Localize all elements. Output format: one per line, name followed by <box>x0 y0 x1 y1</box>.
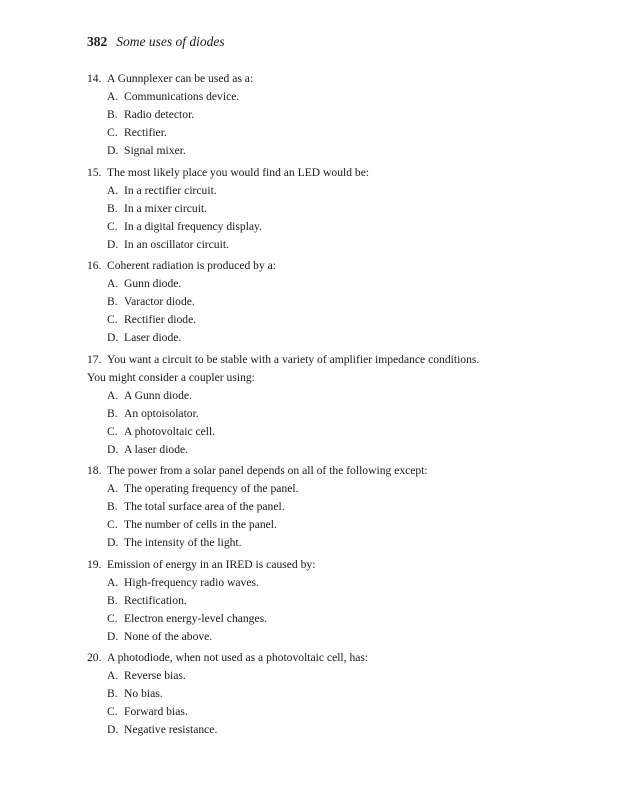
question-15 <box>87 164 487 254</box>
answer-options <box>87 88 487 160</box>
question-text: The most likely place you would find an LED would be: <box>107 165 370 179</box>
option-text: Rectification. <box>124 593 187 607</box>
answer-option <box>87 423 487 441</box>
answer-option <box>87 311 487 329</box>
question-number: 19. <box>87 557 102 571</box>
option-text: Forward bias. <box>124 705 188 718</box>
option-text: In a digital frequency display. <box>124 219 263 233</box>
answer-option <box>87 610 487 628</box>
answer-option <box>87 667 487 685</box>
question-text: Coherent radiation is produced by a: <box>107 259 277 272</box>
answer-options <box>87 387 487 459</box>
question-stem <box>87 462 487 480</box>
answer-options <box>87 574 487 646</box>
answer-option <box>87 574 487 592</box>
option-text: Radio detector. <box>124 108 195 121</box>
question-stem <box>87 649 487 667</box>
option-text: The intensity of the light. <box>124 536 242 549</box>
option-text: Electron energy-level changes. <box>124 611 268 625</box>
question-number: 14. <box>87 72 102 85</box>
option-text: In an oscillator circuit. <box>124 237 229 251</box>
option-text: A Gunn diode. <box>124 388 192 402</box>
answer-option <box>87 498 487 516</box>
option-letter: C. <box>107 313 118 326</box>
question-number: 15. <box>87 165 102 179</box>
option-letter: C. <box>107 611 118 625</box>
option-text: Negative resistance. <box>124 723 218 736</box>
option-text: In a rectifier circuit. <box>124 183 217 197</box>
question-text: A photodiode, when not used as a photovoltaic cell, has: <box>107 651 369 664</box>
option-letter: B. <box>107 108 118 121</box>
option-letter: B. <box>107 201 118 215</box>
answer-option <box>87 142 487 160</box>
answer-option <box>87 218 487 236</box>
option-letter: D. <box>107 331 119 344</box>
question-number: 16. <box>87 259 102 272</box>
option-letter: C. <box>107 126 118 139</box>
option-text: A laser diode. <box>124 442 189 456</box>
option-letter: B. <box>107 687 118 700</box>
question-20 <box>87 649 487 739</box>
option-text: The operating frequency of the panel. <box>124 482 299 495</box>
option-letter: A. <box>107 183 119 197</box>
option-text: Rectifier. <box>124 126 167 139</box>
option-letter: A. <box>107 388 119 402</box>
option-text: None of the above. <box>124 629 213 643</box>
question-stem <box>87 257 487 275</box>
answer-option <box>87 685 487 703</box>
option-letter: C. <box>107 219 118 233</box>
option-letter: D. <box>107 536 119 549</box>
option-letter: B. <box>107 500 118 513</box>
question-19 <box>87 556 487 646</box>
option-letter: C. <box>107 518 118 531</box>
question-list <box>87 70 487 743</box>
option-text: Laser diode. <box>124 331 182 344</box>
option-text: In a mixer circuit. <box>124 201 208 215</box>
question-18 <box>87 462 487 552</box>
question-stem <box>87 164 487 182</box>
answer-options <box>87 275 487 347</box>
answer-options <box>87 182 487 254</box>
option-letter: C. <box>107 424 118 438</box>
answer-options <box>87 480 487 552</box>
answer-option <box>87 405 487 423</box>
option-letter: B. <box>107 406 118 420</box>
option-text: The number of cells in the panel. <box>124 518 277 531</box>
option-text: The total surface area of the panel. <box>124 500 285 513</box>
answer-option <box>87 441 487 459</box>
running-head <box>87 34 225 50</box>
answer-option <box>87 293 487 311</box>
question-text: Emission of energy in an IRED is caused by: <box>107 557 316 571</box>
answer-option <box>87 592 487 610</box>
answer-option <box>87 124 487 142</box>
answer-option <box>87 387 487 405</box>
option-text: No bias. <box>124 687 163 700</box>
question-text: A Gunnplexer can be used as a: <box>107 72 254 85</box>
answer-option <box>87 516 487 534</box>
answer-option <box>87 275 487 293</box>
answer-option <box>87 628 487 646</box>
option-text: Communications device. <box>124 90 240 103</box>
question-text: The power from a solar panel depends on all of the following except: <box>107 464 428 477</box>
option-text: An optoisolator. <box>124 406 199 420</box>
question-stem <box>87 70 487 88</box>
question-16 <box>87 257 487 347</box>
option-text: Signal mixer. <box>124 144 186 157</box>
question-number: 18. <box>87 464 102 477</box>
question-14 <box>87 70 487 160</box>
option-text: Varactor diode. <box>124 295 195 308</box>
answer-options <box>87 667 487 739</box>
answer-option <box>87 88 487 106</box>
page-number: 382 <box>87 34 108 49</box>
answer-option <box>87 721 487 739</box>
option-text: A photovoltaic cell. <box>124 424 216 438</box>
option-letter: A. <box>107 277 119 290</box>
option-text: Gunn diode. <box>124 277 182 290</box>
section-title: Some uses of diodes <box>116 34 225 49</box>
option-letter: D. <box>107 144 119 157</box>
option-letter: D. <box>107 237 119 251</box>
option-letter: B. <box>107 295 118 308</box>
answer-option <box>87 182 487 200</box>
option-text: Reverse bias. <box>124 669 186 682</box>
answer-option <box>87 480 487 498</box>
answer-option <box>87 703 487 721</box>
answer-option <box>87 534 487 552</box>
question-text: You want a circuit to be stable with a variety of amplifier impedance conditions. You might consider a coupler using: <box>87 352 480 384</box>
option-letter: D. <box>107 629 119 643</box>
option-letter: C. <box>107 705 118 718</box>
answer-option <box>87 200 487 218</box>
answer-option <box>87 106 487 124</box>
question-stem <box>87 556 487 574</box>
option-letter: A. <box>107 482 119 495</box>
option-letter: A. <box>107 90 119 103</box>
question-stem <box>87 351 487 387</box>
option-text: Rectifier diode. <box>124 313 197 326</box>
answer-option <box>87 329 487 347</box>
question-number: 17. <box>87 352 102 366</box>
option-letter: D. <box>107 723 119 736</box>
option-letter: D. <box>107 442 119 456</box>
option-letter: A. <box>107 575 119 589</box>
question-number: 20. <box>87 651 102 664</box>
option-letter: A. <box>107 669 119 682</box>
option-letter: B. <box>107 593 118 607</box>
question-17 <box>87 351 487 459</box>
option-text: High-frequency radio waves. <box>124 575 259 589</box>
answer-option <box>87 236 487 254</box>
